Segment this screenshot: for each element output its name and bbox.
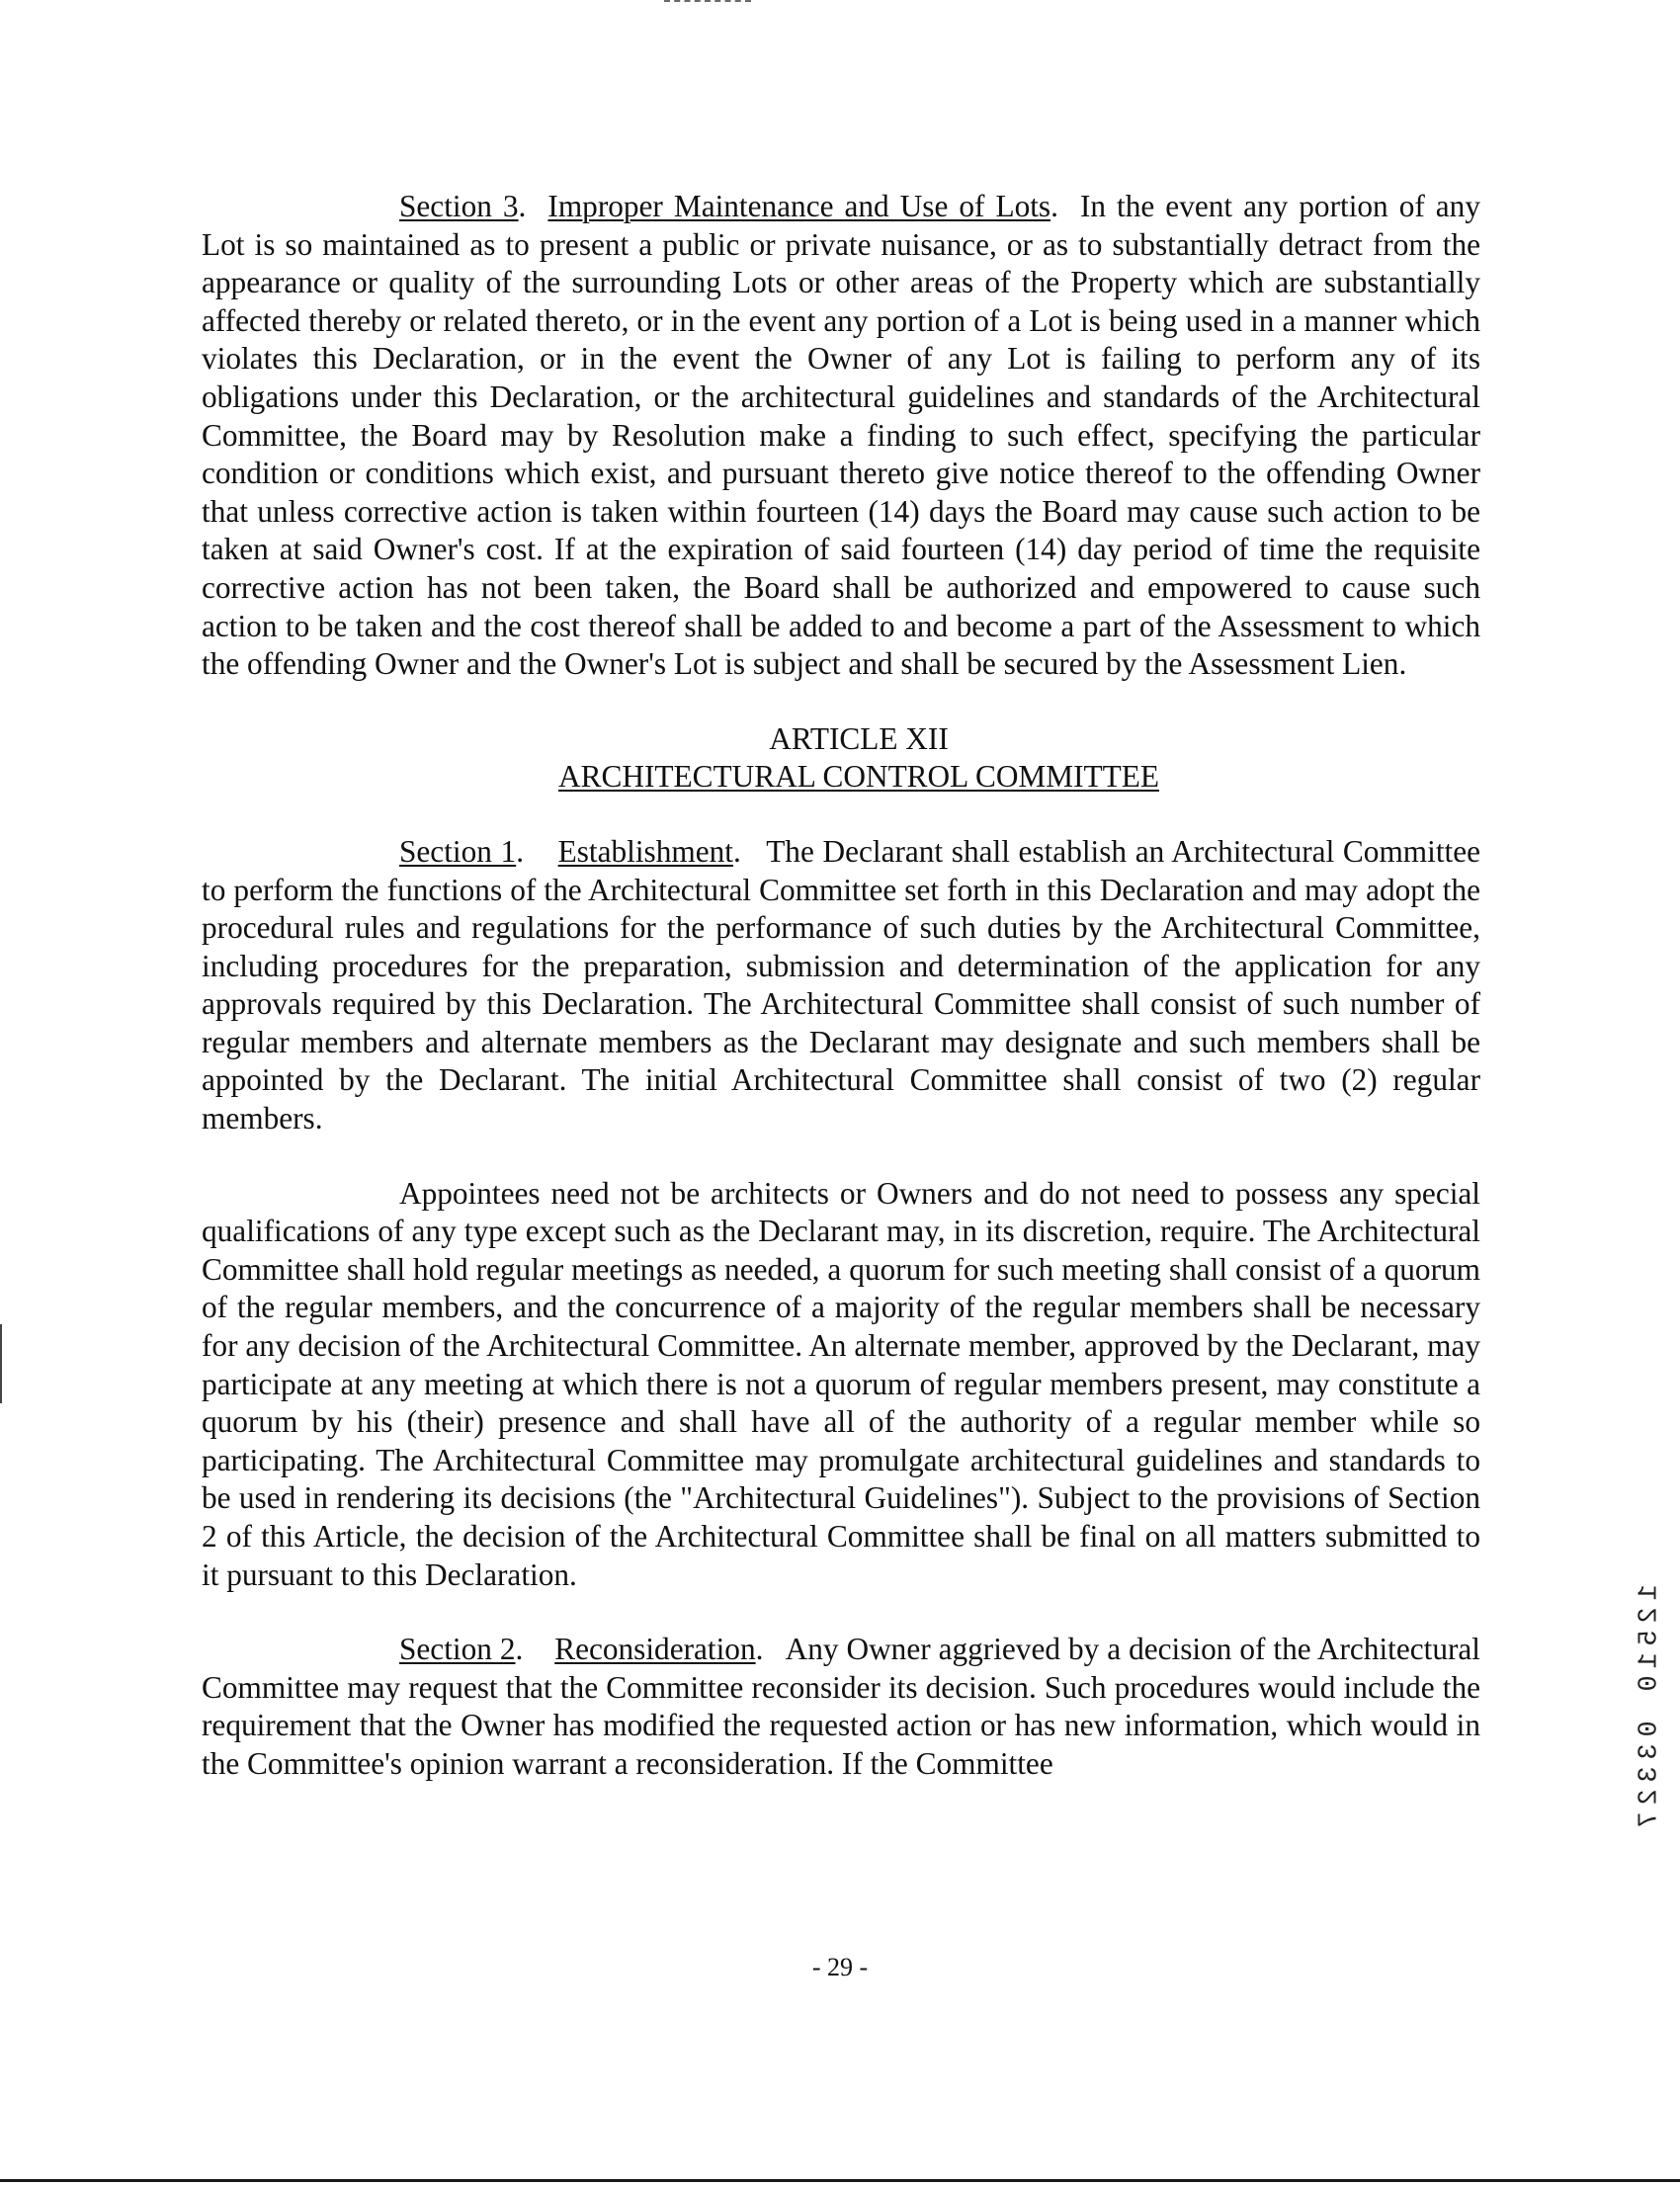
side-stamp-digit: 0 <box>1635 1675 1665 1692</box>
section-2-label: Section 2 <box>399 1632 516 1667</box>
document-body <box>202 188 1480 1784</box>
side-stamp-digit: 3 <box>1635 1766 1665 1783</box>
page-number: - 29 - <box>811 1953 869 1981</box>
scan-left-mark <box>0 1324 2 1403</box>
section-3-label: Section 3 <box>399 189 519 223</box>
section-2-title: Reconsideration <box>554 1632 756 1667</box>
section-2-body: Any Owner aggrieved by a decision of the Architectural Committee may request that the Committee reconsider its decision. Such procedures would include the requirement that the Owner has modified the requested action or has new information, which would in the Committee's opinion warrant a reconsideration. If the Committee <box>202 1632 1480 1781</box>
section-3-paragraph: Section 3. Improper Maintenance and Use of Lots. In the event any portion of any Lot is so maintained as to present a public or private nuisance, or as to substantially detract from the appearance or quality of the surrounding Lots or other areas of the Property which are substantially affected thereby or related thereto, or in the event any portion of a Lot is being used in a manner which violates this Declaration, or in the event the Owner of any Lot is failing to perform any of its obligations under this Declaration, or the architectural guidelines and standards of the Architectural Committee, the Board may by Resolution make a finding to such effect, specifying the particular condition or conditions which exist, and pursuant thereto give notice thereof to the offending Owner that unless corrective action is taken within fourteen (14) days the Board may cause such action to be taken at said Owner's cost. If at the expiration of said fourteen (14) day period of time the requisite corrective action has not been taken, the Board shall be authorized and empowered to cause such action to be taken and the cost thereof shall be added to and become a part of the Assessment to which the offending Owner and the Owner's Lot is subject and shall be secured by the Assessment Lien. <box>202 189 1480 682</box>
section-1-body: The Declarant shall establish an Architectural Committee to perform the functions of the Architectural Committee set forth in this Declaration and may adopt the procedural rules and regulations for the performance of such duties by the Architectural Committee, including procedures for the preparation, submission and determination of the application for any approvals required by this Declaration. The Architectural Committee shall consist of such number of regular members and alternate members as the Declarant may designate and such members shall be appointed by the Declarant. The initial Architectural Committee shall consist of two (2) regular members. <box>202 833 1480 1136</box>
section-3-title: Improper Maintenance and Use of Lots <box>547 189 1051 223</box>
side-stamp-digit: 3 <box>1635 1743 1665 1760</box>
side-stamp-digit: 2 <box>1635 1607 1665 1624</box>
side-stamp-digit: 2 <box>1635 1789 1665 1806</box>
appointees-paragraph <box>202 1175 1480 1595</box>
side-stamp-digit: 1 <box>1635 1652 1665 1669</box>
article-title <box>202 758 1480 797</box>
side-stamp-digit: 7 <box>1635 1811 1665 1828</box>
side-stamp-number <box>1636 1581 1665 1831</box>
section-3-body: In the event any portion of any Lot is so maintained as to present a public or private nuisance, or as to substantially detract from the appearance or quality of the surrounding Lots or other areas of the Property which are substantially affected thereby or related thereto, or in the event any portion of a Lot is being used in a manner which violates this Declaration, or in the event the Owner of any Lot is failing to perform any of its obligations under this Declaration, or the architectural guidelines and standards of the Architectural Committee, the Board may by Resolution make a finding to such effect, specifying the particular condition or conditions which exist, and pursuant thereto give notice thereof to the offending Owner that unless corrective action is taken within fourteen (14) days the Board may cause such action to be taken at said Owner's cost. If at the expiration of said fourteen (14) day period of time the requisite corrective action has not been taken, the Board shall be authorized and empowered to cause such action to be taken and the cost thereof shall be added to and become a part of the Assessment to which the offending Owner and the Owner's Lot is subject and shall be secured by the Assessment Lien. <box>202 189 1480 682</box>
scan-top-edge <box>664 0 751 2</box>
side-stamp-digit: 0 <box>1635 1721 1665 1737</box>
article-title-text: ARCHITECTURAL CONTROL COMMITTEE <box>558 759 1159 795</box>
section-2-paragraph: Section 2. Reconsideration. Any Owner aggrieved by a decision of the Architectural Committee may request that the Committee reconsider its decision. Such procedures would include the requirement that the Owner has modified the requested action or has new information, which would in the Committee's opinion warrant a reconsideration. If the Committee <box>202 1632 1480 1781</box>
section-1-title: Establishment <box>557 833 733 869</box>
article-header <box>202 720 1480 797</box>
appointees-body: Appointees need not be architects or Owners and do not need to possess any special qualifications of any type except such as the Declarant may, in its discretion, require. The Architectural Committee shall hold regular meetings as needed, a quorum for such meeting shall consist of a quorum of the regular members, and the concurrence of a majority of the regular members shall be necessary for any decision of the Architectural Committee. An alternate member, approved by the Declarant, may participate at any meeting at which there is not a quorum of regular members present, may constitute a quorum by his (their) presence and shall have all of the authority of a regular member while so participating. The Architectural Committee may promulgate architectural guidelines and standards to be used in rendering its decisions (the "Architectural Guidelines"). Subject to the provisions of Section 2 of this Article, the decision of the Architectural Committee shall be final on all matters submitted to it pursuant to this Declaration. <box>202 1175 1480 1592</box>
side-stamp-digit: 5 <box>1635 1630 1665 1646</box>
side-stamp-digit: 1 <box>1635 1584 1665 1601</box>
article-number: ARTICLE XII <box>769 720 949 756</box>
scan-bottom-edge <box>0 2179 1680 2182</box>
section-1-label: Section 1 <box>399 833 517 869</box>
section-1-paragraph: Section 1. Establishment. The Declarant shall establish an Architectural Committee to perform the functions of the Architectural Committee set forth in this Declaration and may adopt the procedural rules and regulations for the performance of such duties by the Architectural Committee, including procedures for the preparation, submission and determination of the application for any approvals required by this Declaration. The Architectural Committee shall consist of such number of regular members and alternate members as the Declarant may designate and such members shall be appointed by the Declarant. The initial Architectural Committee shall consist of two (2) regular members. <box>202 833 1480 1136</box>
